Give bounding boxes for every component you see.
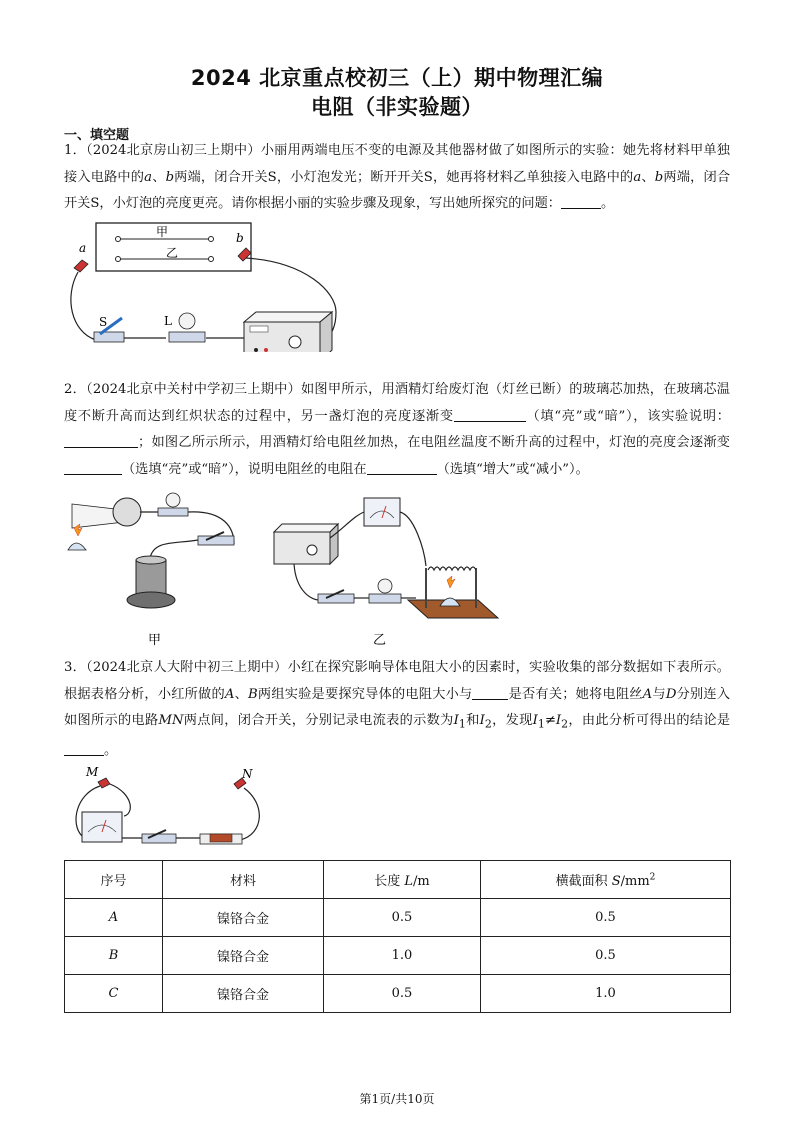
cell-area: 0.5 xyxy=(481,899,731,937)
cell-area: 0.5 xyxy=(481,937,731,975)
circuit-figure-3 xyxy=(64,764,274,854)
cell-material: 镍铬合金 xyxy=(163,937,324,975)
question-number: 2． xyxy=(64,382,87,397)
question-number: 3． xyxy=(64,660,87,675)
table-row xyxy=(65,899,731,937)
page-title: 2024 北京重点校初三（上）期中物理汇编 xyxy=(190,66,604,90)
section-heading: 一、填空题 xyxy=(64,128,130,143)
ammeter xyxy=(82,812,122,842)
answer-blank[interactable] xyxy=(561,194,601,209)
label-jia: 甲 xyxy=(148,633,162,648)
question-number: 1． xyxy=(64,143,87,158)
column-header: 横截面积 $S/mm^2$ xyxy=(481,861,731,899)
label-b: b xyxy=(236,231,244,245)
alligator-clip-a xyxy=(74,260,88,272)
question-source: （2024北京人大附中初三上期中） xyxy=(86,660,288,675)
bulb-l xyxy=(179,313,195,329)
answer-blank[interactable] xyxy=(472,685,508,700)
label-n: N xyxy=(242,767,253,781)
column-header: 材料 xyxy=(163,861,324,899)
circuit-figure-2 xyxy=(64,488,504,648)
circuit-figure-1 xyxy=(66,222,356,352)
question-1: 1．（2024北京房山初三上期中）小丽用两端电压不变的电源及其他器材做了如图所示的实验：她先将材料甲单独接入电路中的a、b两端，闭合开关S，小灯泡发光；断开开关S，她再将材料乙单独接入电路中的a、b两端，闭合开关S，小灯泡的亮度更亮。请你根据小丽的实验步骤及现象，写出她所探究的问题： 。 xyxy=(64,143,731,211)
label-s: S xyxy=(99,315,108,329)
page-subtitle: 电阻（非实验题） xyxy=(311,95,483,119)
cell-material: 镍铬合金 xyxy=(163,975,324,1013)
label-a: a xyxy=(79,241,87,255)
cell-id: A xyxy=(65,899,163,937)
cell-id: B xyxy=(65,937,163,975)
answer-blank[interactable] xyxy=(64,741,104,756)
bulb-yi xyxy=(378,579,392,593)
question-source: （2024北京中关村中学初三上期中） xyxy=(86,382,301,397)
cell-length: 0.5 xyxy=(324,899,481,937)
page-footer: 第1页/共10页 xyxy=(359,1092,435,1106)
resistance-coil xyxy=(428,567,476,570)
label-yi: 乙 xyxy=(373,633,387,648)
data-table xyxy=(64,860,731,1013)
table-row xyxy=(65,937,731,975)
cell-length: 0.5 xyxy=(324,975,481,1013)
switch-yi xyxy=(318,594,354,603)
table-row xyxy=(65,975,731,1013)
switch-jia xyxy=(198,536,234,545)
question-3: 3．（2024北京人大附中初三上期中）小红在探究影响导体电阻大小的因素时，实验收集的部分数据如下表所示。根据表格分析，小红所做的A、B两组实验是要探究导体的电阻大小与 是否有关；她将电阻丝A与D分别连入如图所示的电路MN两点间，闭合开关，分别记录电流表的示数为$I_1$和$I_2$，发现$I_1\ne I_2$，由此分析可得出的结论是。 xyxy=(64,660,731,759)
column-header: 长度 L/m xyxy=(324,861,481,899)
ammeter-yi xyxy=(364,498,400,526)
table-header-row xyxy=(65,861,731,899)
bulb-jia xyxy=(166,493,180,507)
cell-length: 1.0 xyxy=(324,937,481,975)
column-header: 序号 xyxy=(65,861,163,899)
question-source: （2024北京房山初三上期中） xyxy=(86,143,261,158)
label-l: L xyxy=(164,314,172,328)
broken-bulb-jia xyxy=(113,498,141,526)
power-yi xyxy=(274,532,330,564)
alcohol-lamp-yi xyxy=(440,598,460,606)
cell-id: C xyxy=(65,975,163,1013)
cell-area: 1.0 xyxy=(481,975,731,1013)
answer-blank[interactable] xyxy=(367,460,437,475)
alcohol-lamp-jia xyxy=(68,543,86,550)
label-jia: 甲 xyxy=(156,225,169,239)
label-m: M xyxy=(86,765,99,779)
label-yi: 乙 xyxy=(166,246,179,260)
question-2: 2．（2024北京中关村中学初三上期中）如图甲所示，用酒精灯给废灯泡（灯丝已断）的玻璃芯加热，在玻璃芯温度不断升高而达到红炽状态的过程中，另一盏灯泡的亮度逐渐变 （填“亮”或“暗”），该实验说明：；如图乙所示所示，用酒精灯给电阻丝加热，在电阻丝温度不断升高的过程中，灯泡的亮度会逐渐变（选填“亮”或“暗”），说明电阻丝的电阻在 （选填“增大”或“减小”）。 xyxy=(64,382,730,477)
answer-blank[interactable] xyxy=(64,433,138,448)
answer-blank[interactable] xyxy=(454,407,526,422)
answer-blank[interactable] xyxy=(64,460,122,475)
cell-material: 镍铬合金 xyxy=(163,899,324,937)
switch xyxy=(142,834,176,843)
switch-s xyxy=(94,332,124,342)
